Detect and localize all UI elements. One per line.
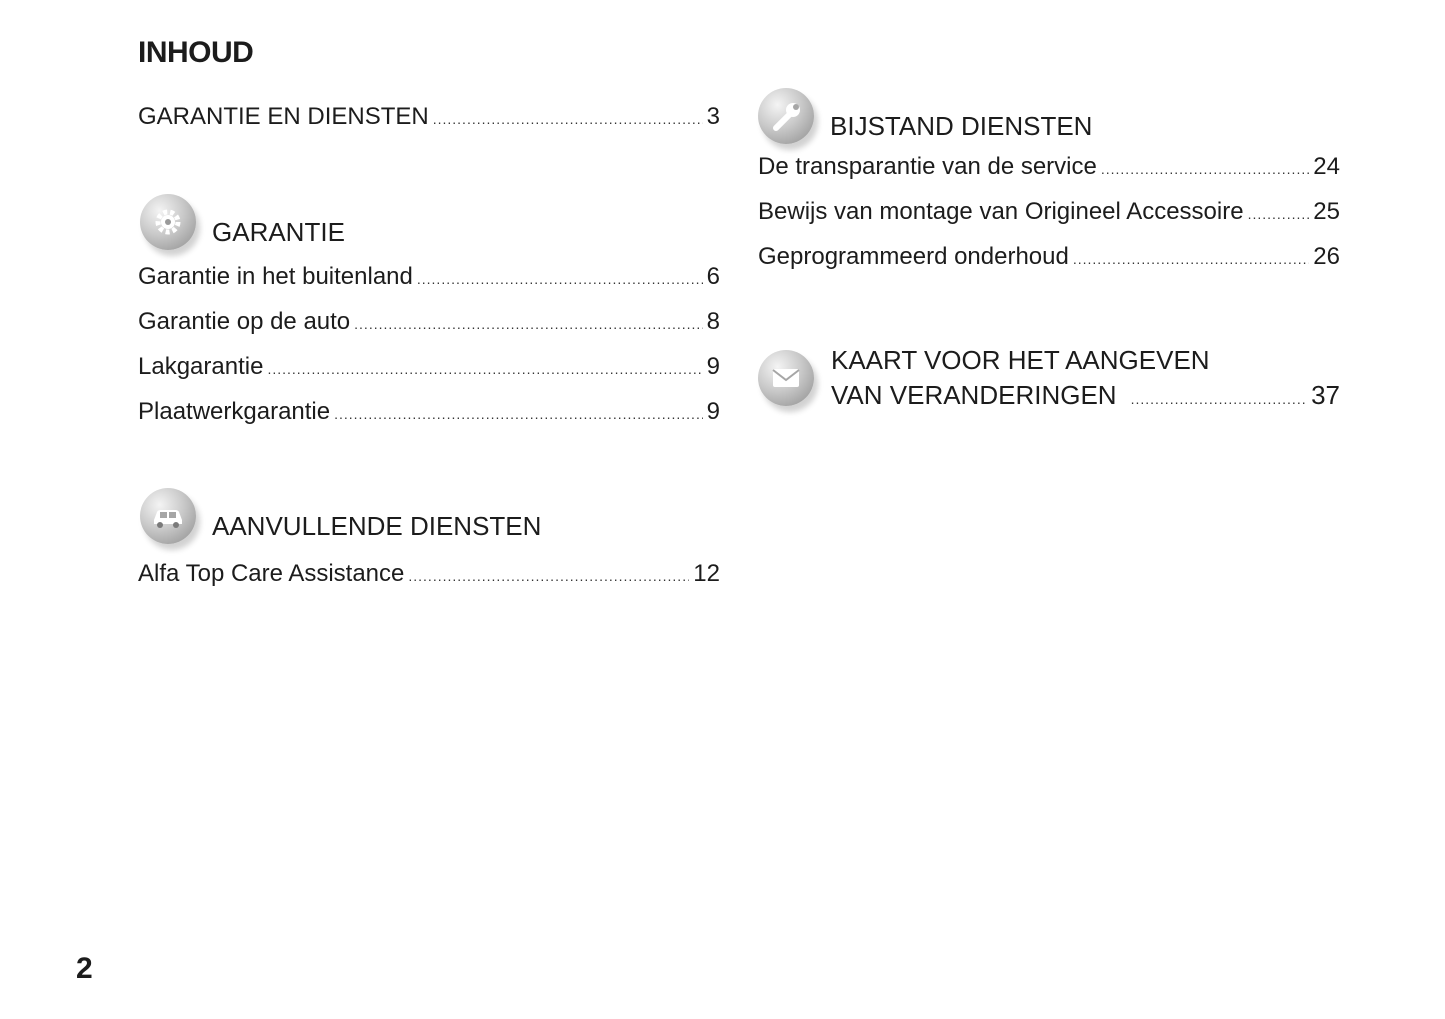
toc-entry-page: 9 — [706, 398, 720, 425]
toc-entry-label: GARANTIE EN DIENSTEN — [138, 103, 429, 130]
toc-entry[interactable] — [138, 352, 720, 384]
toc-entry-label: Plaatwerkgarantie — [138, 398, 331, 425]
section-kaart-icon-wrap — [758, 350, 814, 406]
toc-entry[interactable] — [138, 262, 720, 294]
section-label-line1: KAART VOOR HET AANGEVEN — [831, 345, 1210, 375]
wrench-icon — [758, 88, 814, 144]
section-kaart-heading — [831, 342, 1210, 378]
section-label: GARANTIE — [212, 217, 345, 247]
dot-leader — [408, 561, 689, 591]
dot-leader — [334, 399, 703, 429]
toc-entry[interactable] — [758, 152, 1340, 184]
toc-entry[interactable] — [138, 559, 720, 591]
dot-leader — [1131, 384, 1308, 414]
page-number: 2 — [76, 952, 93, 985]
toc-entry-kaart[interactable] — [831, 380, 1340, 414]
page-title: INHOUD — [138, 36, 254, 69]
toc-entry-page: 8 — [706, 308, 720, 335]
toc-entry-page: 12 — [693, 560, 720, 587]
toc-entry-label: Garantie in het buitenland — [138, 263, 413, 290]
car-icon — [140, 488, 196, 544]
envelope-icon — [758, 350, 814, 406]
section-label: AANVULLENDE DIENSTEN — [212, 511, 542, 541]
toc-entry-page: 26 — [1313, 243, 1340, 270]
dot-leader — [1101, 154, 1309, 184]
toc-entry-label: Alfa Top Care Assistance — [138, 560, 405, 587]
toc-entry-page: 3 — [706, 103, 720, 130]
toc-entry-page: 25 — [1313, 198, 1340, 225]
toc-entry[interactable] — [138, 307, 720, 339]
toc-entry-label: Garantie op de auto — [138, 308, 351, 335]
toc-entry-label: Lakgarantie — [138, 353, 264, 380]
dot-leader — [267, 354, 702, 384]
section-bijstand-heading — [758, 88, 1092, 144]
section-label-line2: VAN VERANDERINGEN — [831, 380, 1117, 410]
toc-entry-page: 9 — [706, 353, 720, 380]
section-label: BIJSTAND DIENSTEN — [830, 111, 1093, 141]
toc-entry[interactable] — [758, 197, 1340, 229]
toc-entry-label: Geprogrammeerd onderhoud — [758, 243, 1069, 270]
toc-entry-label: De transparantie van de service — [758, 153, 1097, 180]
toc-entry-page: 37 — [1311, 380, 1340, 410]
toc-entry-garantie-en-diensten[interactable] — [138, 102, 720, 134]
section-garantie-heading — [140, 194, 345, 250]
section-aanvullende-heading — [140, 488, 541, 544]
dot-leader — [433, 104, 703, 134]
dot-leader — [1248, 199, 1310, 229]
toc-entry[interactable] — [138, 397, 720, 429]
dot-leader — [417, 264, 703, 294]
dot-leader — [1073, 244, 1309, 274]
toc-entry-page: 24 — [1313, 153, 1340, 180]
toc-entry-page: 6 — [706, 263, 720, 290]
toc-entry[interactable] — [758, 242, 1340, 274]
gear-icon — [140, 194, 196, 250]
toc-entry-label: Bewijs van montage van Origineel Accessoire — [758, 198, 1244, 225]
dot-leader — [354, 309, 702, 339]
